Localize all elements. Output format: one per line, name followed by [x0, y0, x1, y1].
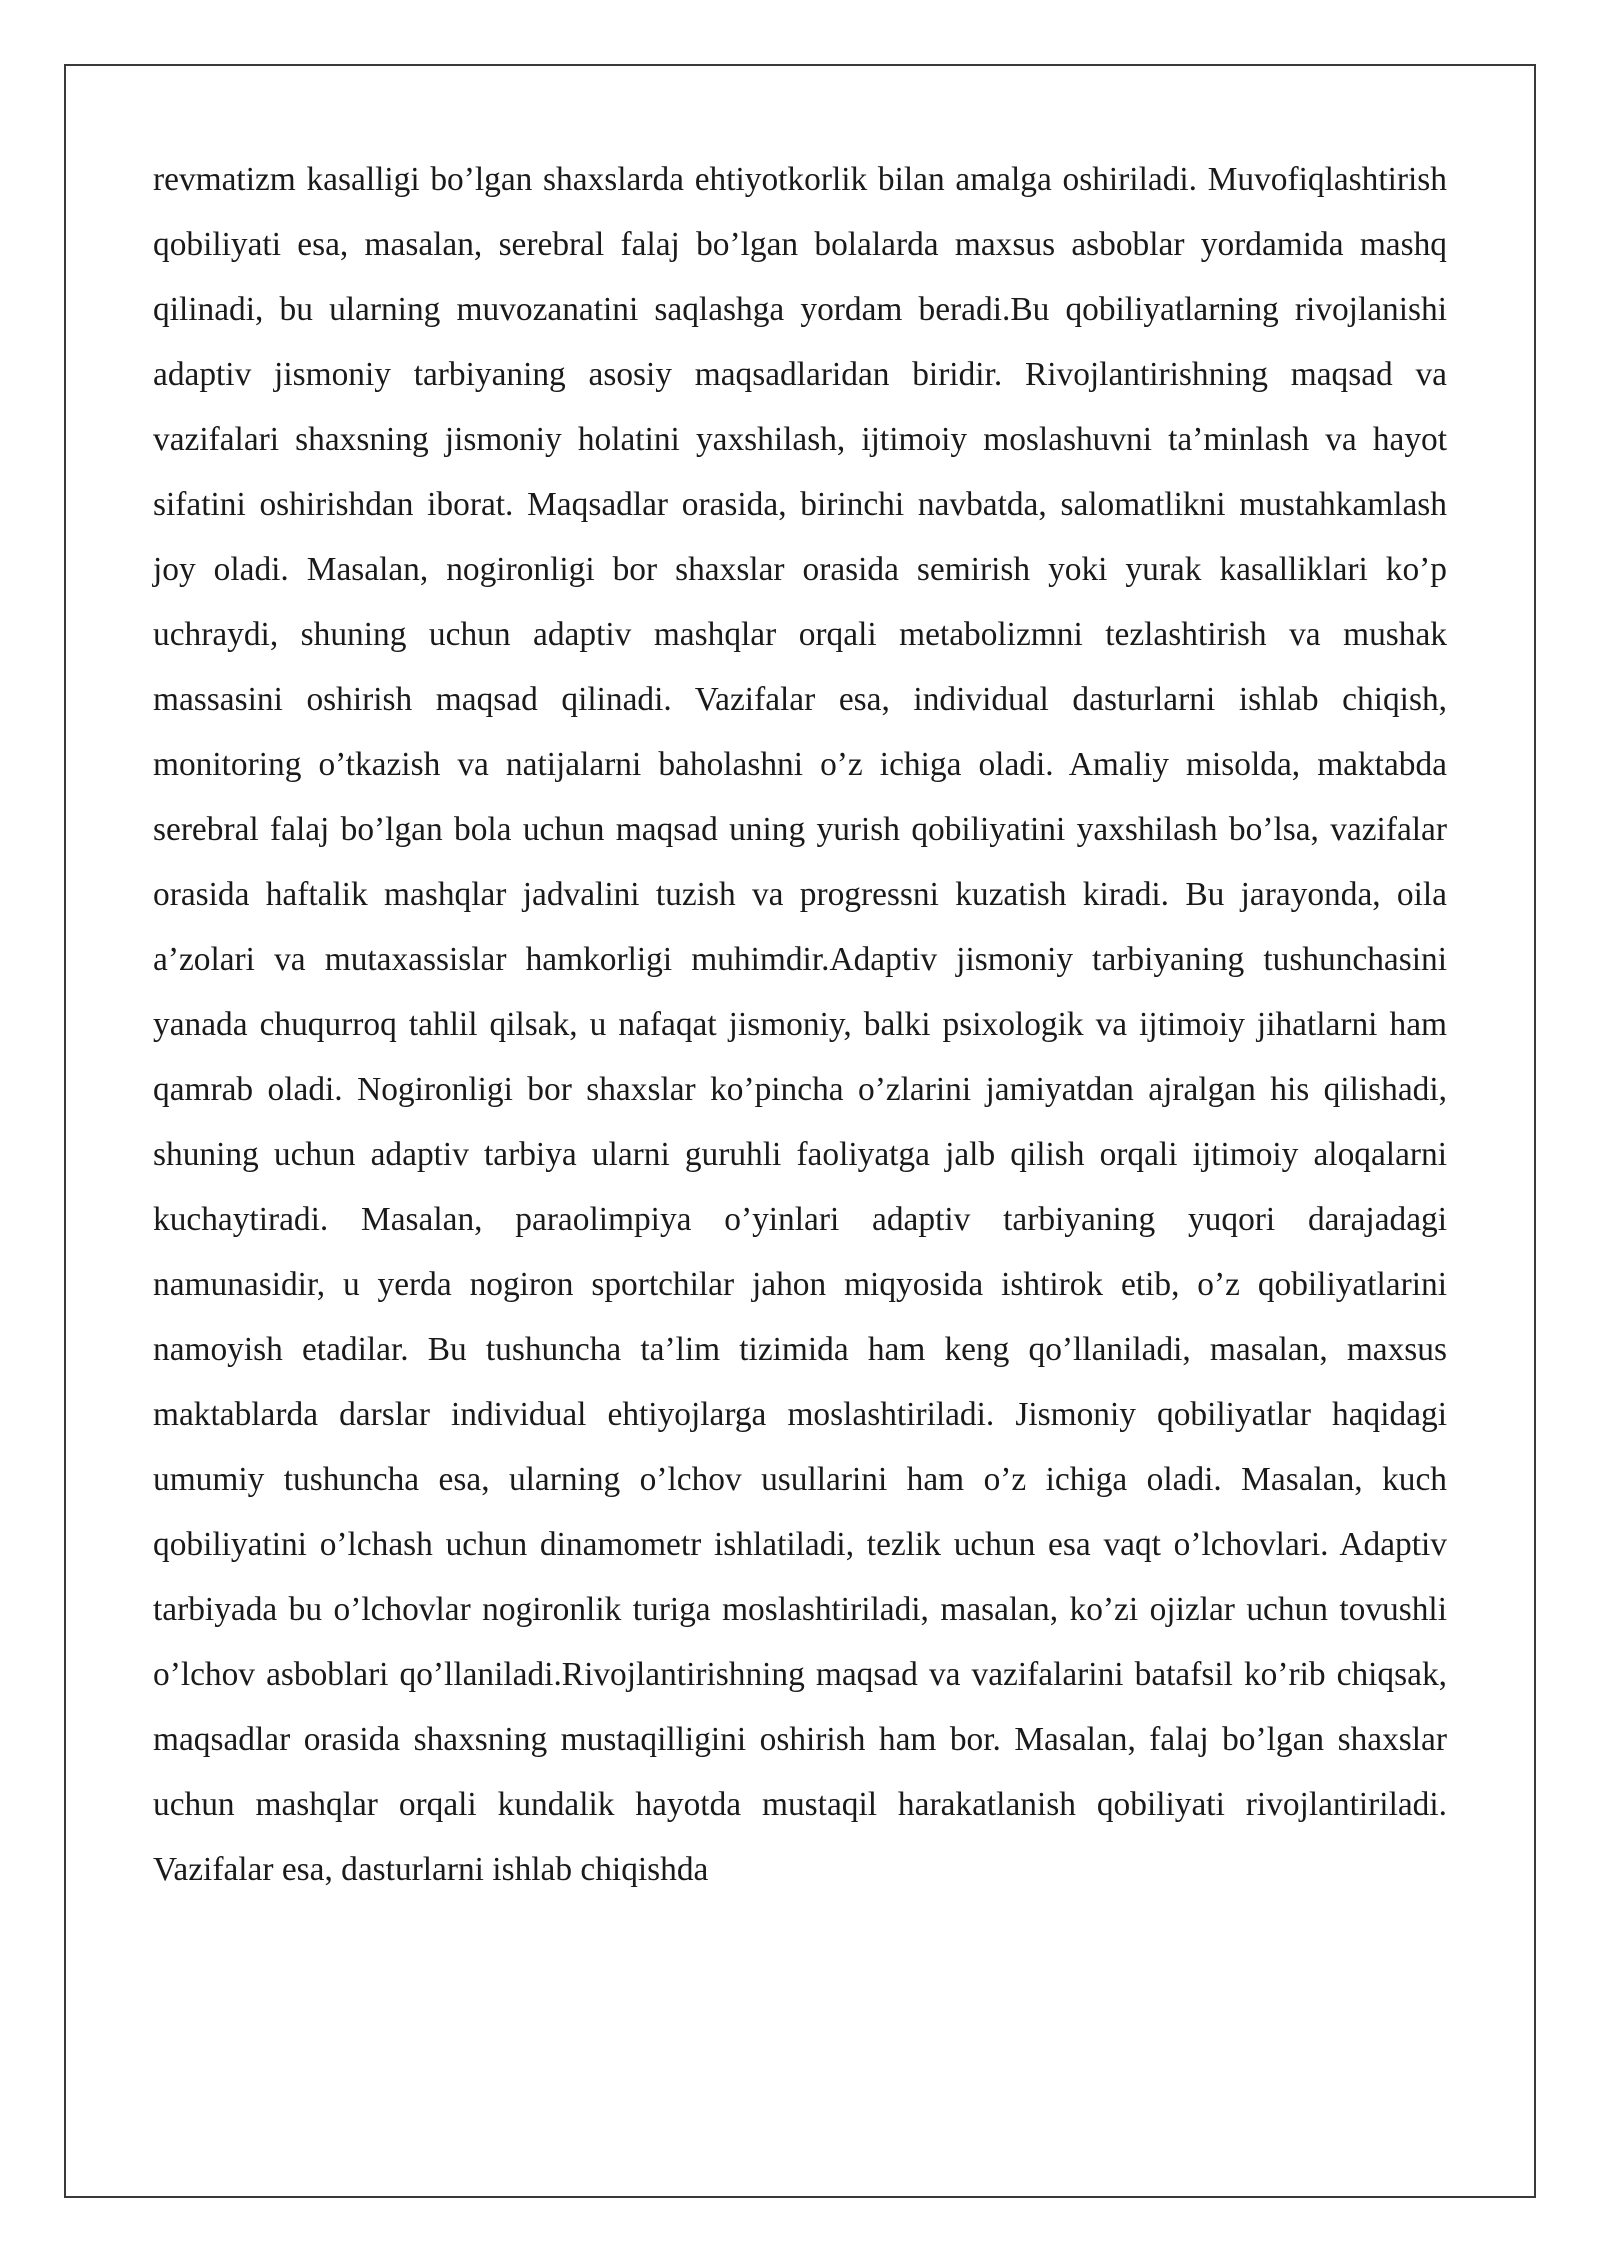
- body-paragraph: revmatizm kasalligi bo’lgan shaxslarda ehtiyotkorlik bilan amalga oshiriladi. Muvofiqlashtirish qobiliyati esa, masalan, serebral falaj bo’lgan bolalarda maxsus asboblar yordamida mashq qilinadi, bu ularning muvozanatini saqlashga yordam beradi.Bu qobiliyatlarning rivojlanishi adaptiv jismoniy tarbiyaning asosiy maqsadlaridan biridir. Rivojlantirishning maqsad va vazifalari shaxsning jismoniy holatini yaxshilash, ijtimoiy moslashuvni ta’minlash va hayot sifatini oshirishdan iborat. Maqsadlar orasida, birinchi navbatda, salomatlikni mustahkamlash joy oladi. Masalan, nogironligi bor shaxslar orasida semirish yoki yurak kasalliklari ko’p uchraydi, shuning uchun adaptiv mashqlar orqali metabolizmni tezlashtirish va mushak massasini oshirish maqsad qilinadi. Vazifalar esa, individual dasturlarni ishlab chiqish, monitoring o’tkazish va natijalarni baholashni o’z ichiga oladi. Amaliy misolda, maktabda serebral falaj bo’lgan bola uchun maqsad uning yurish qobiliyatini yaxshilash bo’lsa, vazifalar orasida haftalik mashqlar jadvalini tuzish va progressni kuzatish kiradi. Bu jarayonda, oila a’zolari va mutaxassislar hamkorligi muhimdir.Adaptiv jismoniy tarbiyaning tushunchasini yanada chuqurroq tahlil qilsak, u nafaqat jismoniy, balki psixologik va ijtimoiy jihatlarni ham qamrab oladi. Nogironligi bor shaxslar ko’pincha o’zlarini jamiyatdan ajralgan his qilishadi, shuning uchun adaptiv tarbiya ularni guruhli faoliyatga jalb qilish orqali ijtimoiy aloqalarni kuchaytiradi. Masalan, paraolimpiya o’yinlari adaptiv tarbiyaning yuqori darajadagi namunasidir, u yerda nogiron sportchilar jahon miqyosida ishtirok etib, o’z qobiliyatlarini namoyish etadilar. Bu tushuncha ta’lim tizimida ham keng qo’llaniladi, masalan, maxsus maktablarda darslar individual ehtiyojlarga moslashtiriladi. Jismoniy qobiliyatlar haqidagi umumiy tushuncha esa, ularning o’lchov usullarini ham o’z ichiga oladi. Masalan, kuch qobiliyatini o’lchash uchun dinamometr ishlatiladi, tezlik uchun esa vaqt o’lchovlari. Adaptiv tarbiyada bu o’lchovlar nogironlik turiga moslashtiriladi, masalan, ko’zi ojizlar uchun tovushli o’lchov asboblari qo’llaniladi.Rivojlantirishning maqsad va vazifalarini batafsil ko’rib chiqsak, maqsadlar orasida shaxsning mustaqilligini oshirish ham bor. Masalan, falaj bo’lgan shaxslar uchun mashqlar orqali kundalik hayotda mustaqil harakatlanish qobiliyati rivojlantiriladi. Vazifalar esa, dasturlarni ishlab chiqishda: [153, 161, 1447, 1888]
